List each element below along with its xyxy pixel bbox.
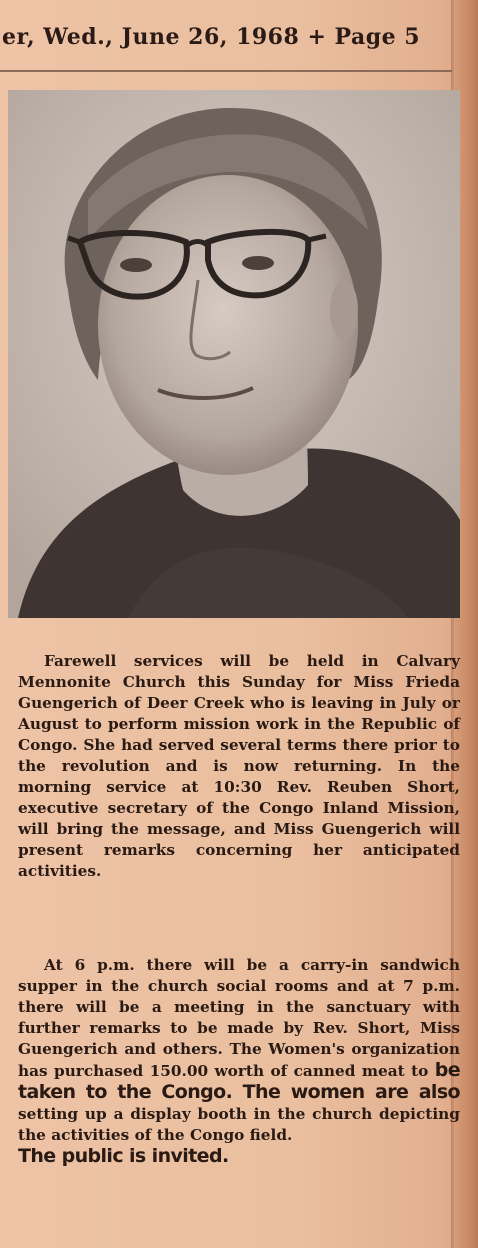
article-paragraph-1: [18, 651, 460, 882]
paragraph-2-tail: setting up a display booth in the church depicting the activities of the Congo field.: [18, 1105, 460, 1144]
closing-line: The public is invited.: [18, 1145, 229, 1167]
dateline: er, Wed., June 26, 1968 + Page 5: [2, 24, 421, 50]
article-paragraph-2: [18, 955, 460, 1168]
paragraph-2-text: At 6 p.m. there will be a carry-in sandwich supper in the church social rooms and at 7 p.m. there will be a meeting in the sanctuary with further remarks to be made by Rev. Short, Miss Guengerich and others. The Women's organization has purchased 150.00 worth of canned meat to: [18, 956, 460, 1080]
portrait-image: [8, 90, 460, 618]
header-rule: [0, 70, 452, 72]
paragraph-1-text: Farewell services will be held in Calvary Mennonite Church this Sunday for Miss Frieda Guengerich of Deer Creek who is leaving in July or August to perform mission work in the Republic of Congo. She had served several terms there prior to the revolution and is now returning. In the morning service at 10:30 Rev. Reuben Short, executive secretary of the Congo Inland Mission, will bring the message, and Miss Guengerich will present remarks concerning her anticipated activities.: [18, 652, 460, 880]
portrait-photo: [8, 90, 460, 618]
paragraph-2-large-type: be taken to the Congo. The women are also: [18, 1059, 461, 1103]
